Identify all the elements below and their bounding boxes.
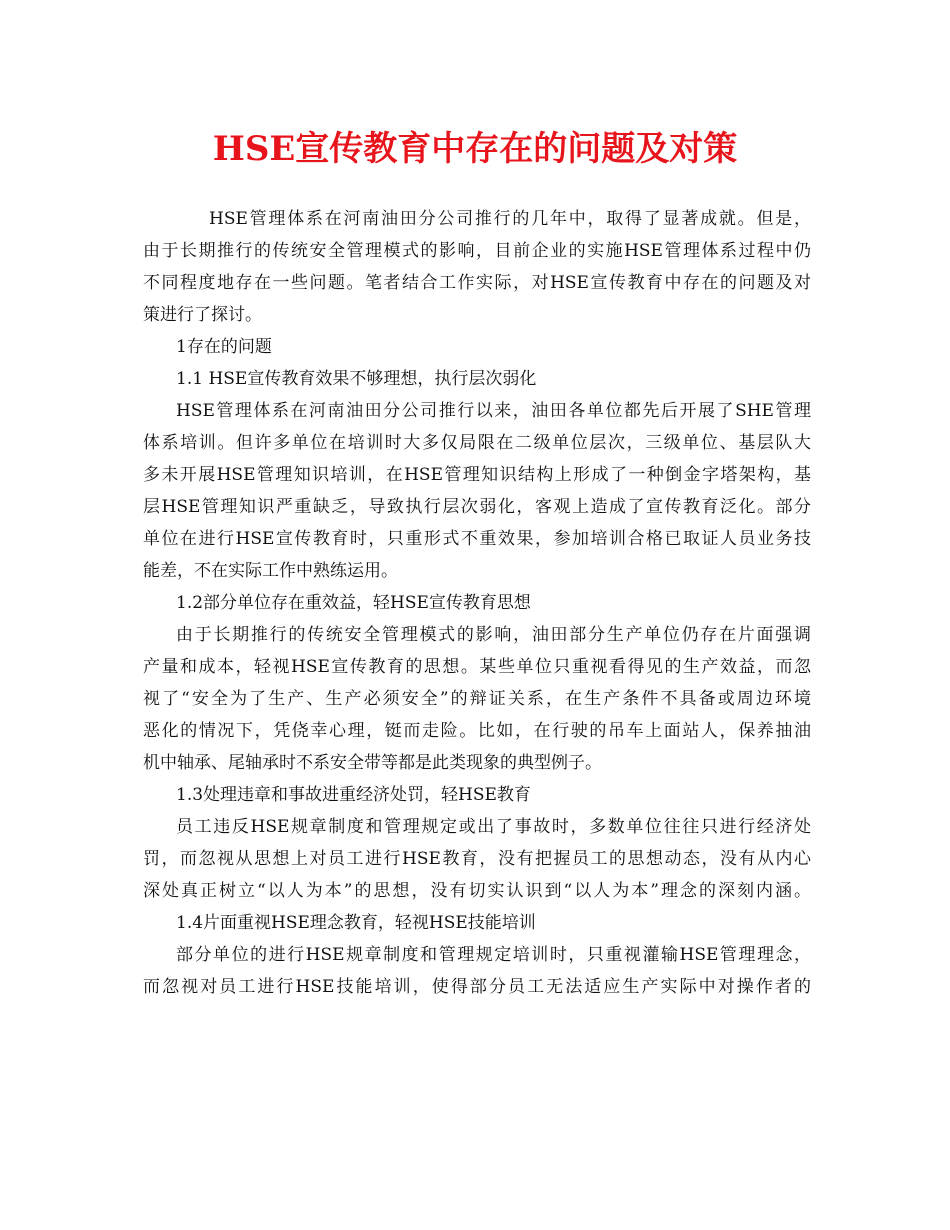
- text-line: 多未开展HSE管理知识培训，在HSE管理知识结构上形成了一种倒金字塔架构，基: [143, 465, 811, 485]
- section-heading: 1.2部分单位存在重效益，轻HSE宣传教育思想: [176, 593, 531, 613]
- document-body: [143, 203, 811, 1003]
- text-line: 层HSE管理知识严重缺乏，导致执行层次弱化，客观上造成了宣传教育泛化。部分: [143, 497, 811, 517]
- text-line: HSE管理体系在河南油田分公司推行以来，油田各单位都先后开展了SHE管理: [176, 401, 811, 421]
- text-line: 恶化的情况下，凭侥幸心理，铤而走险。比如，在行驶的吊车上面站人，保养抽油: [143, 721, 811, 741]
- text-line: 不同程度地存在一些问题。笔者结合工作实际，对HSE宣传教育中存在的问题及对: [143, 273, 811, 293]
- text-line: 策进行了探讨。: [143, 305, 262, 325]
- text-line: 能差，不在实际工作中熟练运用。: [143, 561, 398, 581]
- text-line: HSE管理体系在河南油田分公司推行的几年中，取得了显著成就。但是，: [209, 209, 811, 229]
- text-line: 罚，而忽视从思想上对员工进行HSE教育，没有把握员工的思想动态，没有从内心: [143, 849, 811, 869]
- text-line: 机中轴承、尾轴承时不系安全带等都是此类现象的典型例子。: [143, 753, 602, 773]
- section-heading: 1.4片面重视HSE理念教育，轻视HSE技能培训: [176, 913, 536, 933]
- document-title: HSE宣传教育中存在的问题及对策: [212, 129, 738, 169]
- section-heading: 1存在的问题: [176, 337, 272, 357]
- text-line: 部分单位的进行HSE规章制度和管理规定培训时，只重视灌输HSE管理理念，: [176, 945, 811, 965]
- text-line: 产量和成本，轻视HSE宣传教育的思想。某些单位只重视看得见的生产效益，而忽: [143, 657, 811, 677]
- text-line: 体系培训。但许多单位在培训时大多仅局限在二级单位层次，三级单位、基层队大: [143, 433, 811, 453]
- text-line: 单位在进行HSE宣传教育时，只重形式不重效果，参加培训合格已取证人员业务技: [143, 529, 811, 549]
- text-line: 深处真正树立“以人为本”的思想，没有切实认识到“以人为本”理念的深刻内涵。: [143, 881, 811, 901]
- text-line: 员工违反HSE规章制度和管理规定或出了事故时，多数单位往往只进行经济处: [176, 817, 811, 837]
- section-heading: 1.1 HSE宣传教育效果不够理想，执行层次弱化: [176, 369, 537, 389]
- text-line: 由于长期推行的传统安全管理模式的影响，目前企业的实施HSE管理体系过程中仍: [143, 241, 811, 261]
- section-heading: 1.3处理违章和事故进重经济处罚，轻HSE教育: [176, 785, 531, 805]
- text-line: 而忽视对员工进行HSE技能培训，使得部分员工无法适应生产实际中对操作者的: [143, 977, 811, 997]
- text-line: 由于长期推行的传统安全管理模式的影响，油田部分生产单位仍存在片面强调: [176, 625, 811, 645]
- text-line: 视了“安全为了生产、生产必须安全”的辩证关系，在生产条件不具备或周边环境: [143, 689, 811, 709]
